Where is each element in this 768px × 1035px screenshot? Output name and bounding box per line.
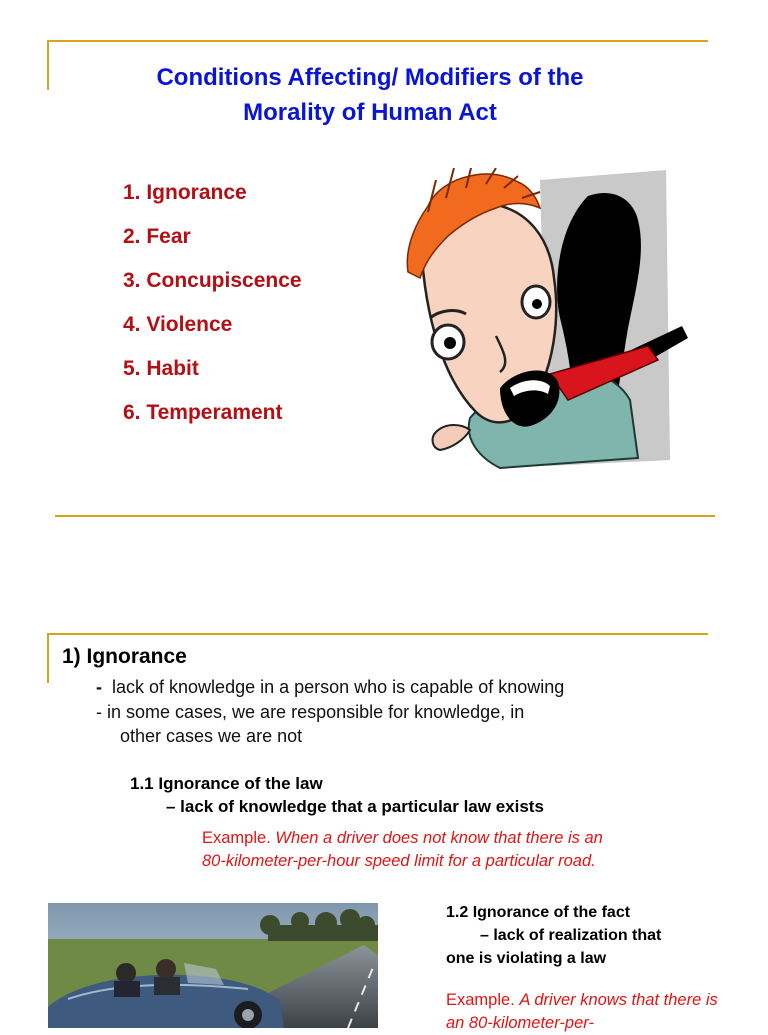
list-item: 3. Concupiscence [123, 269, 302, 292]
bullet-1 [96, 675, 564, 699]
example-label: Example. [202, 829, 271, 847]
subheading-ignorance-of-law: 1.1 Ignorance of the law [130, 774, 323, 793]
scared-man-clipart [400, 168, 690, 474]
slide1-title [60, 60, 680, 130]
slide1-left-rule [47, 40, 49, 90]
bullet-2-continuation: other cases we are not [120, 726, 303, 746]
convertible-car-photo [48, 903, 378, 1028]
bullet-2: - in some cases, we are responsible for knowledge, in [96, 702, 525, 722]
slide2-top-rule [48, 633, 708, 635]
example-1 [202, 827, 622, 873]
example-1-text: When a driver does not know that there is an 80-kilometer-per-hour speed limit for a particular road. [202, 829, 603, 870]
bullet-1-text: lack of knowledge in a person who is capable of knowing [112, 677, 565, 697]
modifiers-list [123, 178, 302, 442]
slide1-top-rule [48, 40, 708, 42]
sub2-definition-line1: – lack of realization that [480, 927, 662, 944]
sub2-definition-line2: one is violating a law [446, 950, 607, 967]
title-line-1: Conditions Affecting/ Modifiers of the [156, 64, 584, 91]
title-line-2: Morality of Human Act [243, 99, 497, 126]
list-item: 4. Violence [123, 313, 233, 336]
list-item: 5. Habit [123, 357, 199, 380]
subheading-ignorance-of-fact [446, 901, 736, 970]
definition-ignorance-of-law: – lack of knowledge that a particular law exists [166, 797, 544, 816]
list-item: 1. Ignorance [123, 181, 247, 204]
example-label: Example. [446, 991, 515, 1009]
slide2-left-rule [47, 633, 49, 683]
list-item: 6. Temperament [123, 401, 283, 424]
slide2-heading: 1) Ignorance [62, 645, 187, 668]
example-2-text: A driver knows that there is an 80-kilometer-per- [446, 991, 718, 1032]
example-2 [446, 989, 736, 1035]
bullet-dash: - [96, 677, 102, 697]
slide1-bottom-rule [55, 515, 715, 517]
list-item: 2. Fear [123, 225, 191, 248]
sub2-title: 1.2 Ignorance of the fact [446, 904, 631, 921]
